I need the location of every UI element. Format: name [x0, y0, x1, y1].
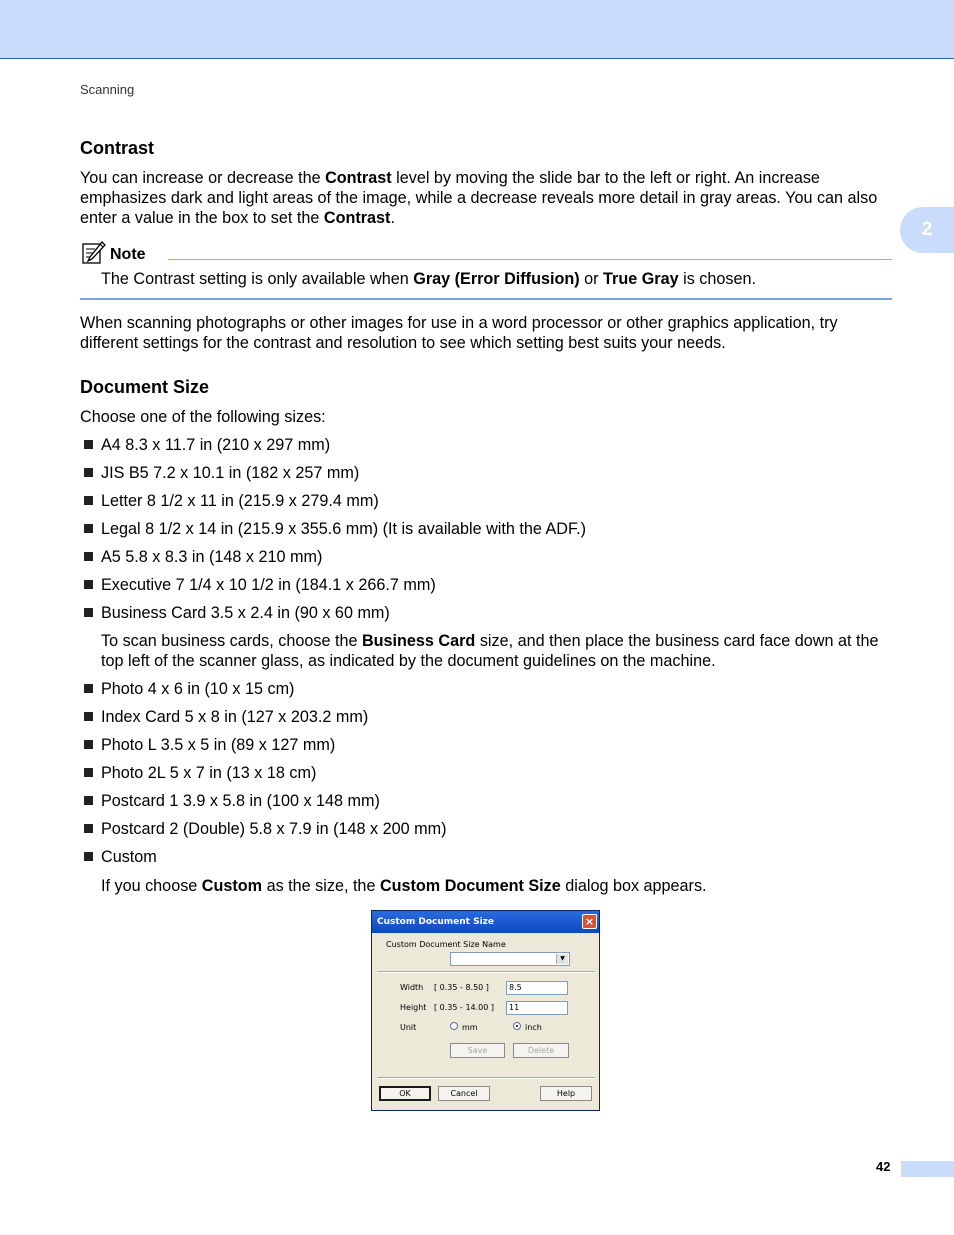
bullet-square-icon — [84, 796, 93, 805]
dialog-divider — [377, 1077, 595, 1079]
name-label: Custom Document Size Name — [386, 940, 506, 949]
note-divider — [168, 259, 892, 260]
contrast-paragraph: You can increase or decrease the Contrast level by moving the slide bar to the left or right. An increase emphasizes dark and light areas of the image, while a decrease reveals more detail in gray areas. You can also enter a value in the box to set the Contrast. — [80, 169, 878, 227]
list-item: Custom — [84, 847, 157, 867]
page-number: 42 — [876, 1159, 891, 1174]
dialog-divider — [377, 971, 595, 973]
note-label: Note — [110, 246, 146, 263]
document-size-name-combo[interactable] — [450, 952, 570, 966]
list-item: A5 5.8 x 8.3 in (148 x 210 mm) — [84, 547, 322, 567]
bullet-square-icon — [84, 768, 93, 777]
save-button[interactable]: Save — [450, 1043, 505, 1058]
note-pencil-icon — [80, 240, 106, 266]
bullet-square-icon — [84, 712, 93, 721]
height-input[interactable]: 11 — [506, 1001, 568, 1015]
contrast-heading: Contrast — [80, 138, 155, 158]
height-range: [ 0.35 - 14.00 ] — [434, 1003, 495, 1012]
chapter-tab: 2 — [900, 207, 954, 253]
breadcrumb: Scanning — [80, 82, 135, 97]
note-text: The Contrast setting is only available when Gray (Error Diffusion) or True Gray is chosen. — [101, 270, 756, 288]
height-label: Height — [400, 1003, 427, 1012]
footer-band — [901, 1161, 954, 1177]
custom-document-size-dialog — [371, 910, 600, 1111]
delete-button[interactable]: Delete — [513, 1043, 569, 1058]
bullet-square-icon — [84, 524, 93, 533]
note-header — [80, 240, 892, 268]
bullet-square-icon — [84, 608, 93, 617]
help-button[interactable]: Help — [540, 1086, 592, 1101]
width-input[interactable]: 8.5 — [506, 981, 568, 995]
list-item: A4 8.3 x 11.7 in (210 x 297 mm) — [84, 435, 330, 455]
bullet-square-icon — [84, 852, 93, 861]
list-item: Executive 7 1/4 x 10 1/2 in (184.1 x 266.7 mm) — [84, 575, 436, 595]
list-item: Letter 8 1/2 x 11 in (215.9 x 279.4 mm) — [84, 491, 379, 511]
unit-inch-radio[interactable] — [513, 1022, 521, 1030]
list-item: Index Card 5 x 8 in (127 x 203.2 mm) — [84, 707, 368, 727]
photo-tip-paragraph: When scanning photographs or other images for use in a word processor or other graphics application, try different settings for the contrast and resolution to see which setting best suits your needs. — [80, 314, 838, 352]
bullet-square-icon — [84, 824, 93, 833]
list-item: Photo L 3.5 x 5 in (89 x 127 mm) — [84, 735, 335, 755]
unit-label: Unit — [400, 1023, 417, 1032]
dialog-title: Custom Document Size — [377, 917, 494, 927]
bullet-square-icon — [84, 740, 93, 749]
header-band — [0, 0, 954, 59]
business-card-note: To scan business cards, choose the Business Card size, and then place the business card face down at the top left of the scanner glass, as indicated by the document guidelines on the machine. — [101, 632, 879, 670]
unit-inch-label: inch — [525, 1023, 542, 1032]
list-item: JIS B5 7.2 x 10.1 in (182 x 257 mm) — [84, 463, 359, 483]
document-size-heading: Document Size — [80, 377, 210, 397]
dialog-title-bar[interactable] — [372, 911, 599, 933]
chevron-down-icon[interactable]: ▼ — [556, 954, 568, 964]
close-icon[interactable]: × — [582, 914, 597, 929]
bullet-square-icon — [84, 552, 93, 561]
width-label: Width — [400, 983, 424, 992]
cancel-button[interactable]: Cancel — [438, 1086, 490, 1101]
unit-mm-radio[interactable] — [450, 1022, 458, 1030]
list-item: Postcard 2 (Double) 5.8 x 7.9 in (148 x 200 mm) — [84, 819, 447, 839]
document-size-intro: Choose one of the following sizes: — [80, 408, 326, 426]
list-item: Photo 4 x 6 in (10 x 15 cm) — [84, 679, 294, 699]
width-range: [ 0.35 - 8.50 ] — [434, 983, 489, 992]
unit-mm-label: mm — [462, 1023, 478, 1032]
bullet-square-icon — [84, 440, 93, 449]
ok-button[interactable]: OK — [379, 1086, 431, 1101]
list-item: Legal 8 1/2 x 14 in (215.9 x 355.6 mm) (It is available with the ADF.) — [84, 519, 586, 539]
bullet-square-icon — [84, 468, 93, 477]
list-item: Postcard 1 3.9 x 5.8 in (100 x 148 mm) — [84, 791, 380, 811]
bullet-square-icon — [84, 580, 93, 589]
bullet-square-icon — [84, 684, 93, 693]
bullet-square-icon — [84, 496, 93, 505]
list-item: Photo 2L 5 x 7 in (13 x 18 cm) — [84, 763, 316, 783]
note-bottom-rule — [80, 298, 892, 300]
list-item: Business Card 3.5 x 2.4 in (90 x 60 mm) — [84, 603, 390, 623]
custom-note: If you choose Custom as the size, the Custom Document Size dialog box appears. — [101, 877, 707, 895]
